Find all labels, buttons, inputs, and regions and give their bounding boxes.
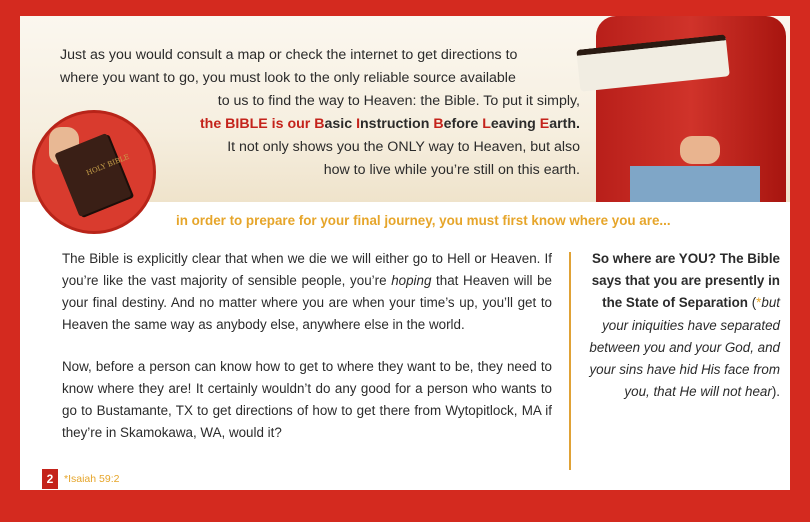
booklet-page bbox=[20, 16, 790, 490]
jeans bbox=[630, 166, 760, 202]
bible-acrostic: the BIBLE is our Basic Instruction Before Leaving Earth. bbox=[199, 116, 580, 132]
circle-photo-bible bbox=[32, 110, 156, 234]
intro-line-5: It not only shows you the ONLY way to Heaven, but also bbox=[227, 139, 580, 155]
page-number: 2 bbox=[42, 469, 58, 489]
intro-line-2: where you want to go, you must look to the only reliable source available bbox=[60, 70, 516, 86]
intro-line-3: to us to find the way to Heaven: the Bible. To put it simply, bbox=[217, 93, 580, 109]
footnote: *Isaiah 59:2 bbox=[64, 473, 120, 485]
paragraph-1: The Bible is explicitly clear that when we die we will either go to Hell or Heaven. If you’re like the vast majority of sensible people, you’re hoping that Heaven will be your final destiny. And no matter where you are when your time’s up, you’ll get to Heaven the same way as anybody else, anywhere else in the world. bbox=[62, 251, 552, 332]
column-divider bbox=[569, 252, 571, 470]
tagline: in order to prepare for your final journey, you must first know where you are... bbox=[176, 213, 671, 228]
footnote-marker: * bbox=[756, 295, 762, 311]
intro-line-1: Just as you would consult a map or check the internet to get directions to bbox=[60, 47, 518, 63]
intro-line-6: how to live while you’re still on this earth. bbox=[323, 162, 580, 178]
scripture-quote: but your iniquities have separated between you and your God, and your sins have hid His face from you, that He will not hear bbox=[589, 295, 780, 400]
sidebar-question: So where are YOU? The Bible says that you are presently in the State of Separation bbox=[591, 251, 780, 311]
paragraph-2: Now, before a person can know how to get to where they want to be, they need to know where they are! It certainly wouldn’t do any good for a person who wants to go to Bustamante, TX to get directions of how to get there from Wytopitlock, MA if they’re in Skamokawa, WA, would it? bbox=[62, 359, 552, 440]
sidebar-callout: So where are YOU? The Bible says that you are presently in the State of Separation (*but your iniquities have separated between you and your God, and your sins have hid His face from you, that He will not hear). bbox=[589, 251, 780, 400]
hand bbox=[680, 136, 720, 164]
body-text bbox=[62, 248, 552, 464]
man-holding-bible-photo bbox=[560, 16, 790, 202]
bible-cover-text: HOLY BIBLE bbox=[85, 152, 131, 178]
